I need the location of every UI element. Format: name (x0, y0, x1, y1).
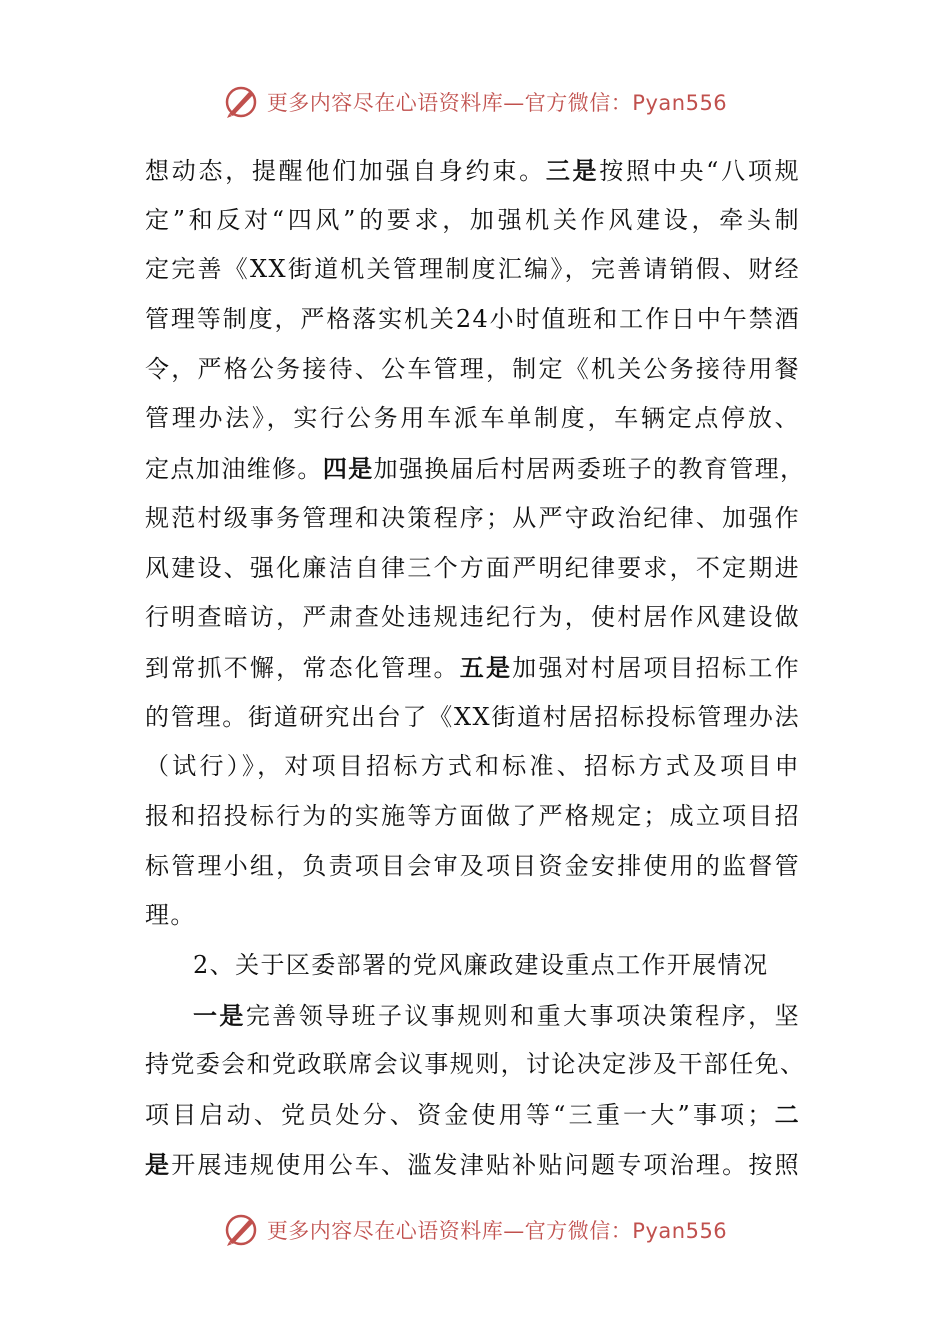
text-line-11: 到常抓不懈，常态化管理。五是加强对村居项目招标工作 (145, 652, 800, 682)
pen-logo-icon (223, 1212, 259, 1248)
text-line-10: 行明查暗访，严肃查处违规违纪行为，使村居作风建设做 (145, 603, 800, 632)
text-line-1: 想动态，提醒他们加强自身约束。三是按照中央“八项规 (145, 156, 800, 185)
document-body (145, 146, 806, 1189)
text-line-15: 标管理小组，负责项目会审及项目资金安排使用的监督管 (145, 851, 800, 880)
text-line-6: 管理办法》，实行公务用车派车单制度，车辆定点停放、 (145, 404, 800, 433)
text-line-20: 项目启动、党员处分、资金使用等“三重一大”事项；二 (145, 1100, 800, 1130)
text-line-14: 报和招投标行为的实施等方面做了严格规定；成立项目招 (145, 801, 800, 830)
emphasis-yi-shi: 一是 (193, 1000, 246, 1030)
footer-banner-text: 更多内容尽在心语资料库—官方微信：Pyan556 (266, 1219, 728, 1243)
text-line-13: （试行）》，对项目招标方式和标准、招标方式及项目申 (145, 752, 800, 781)
text-line-8: 规范村级事务管理和决策程序；从严守政治纪律、加强作 (145, 503, 800, 532)
text-line-4: 管理等制度，严格落实机关24小时值班和工作日中午禁酒 (145, 305, 800, 334)
text-line-9: 风建设、强化廉洁自律三个方面严明纪律要求，不定期进 (145, 553, 800, 582)
section-heading-2: 2、关于区委部署的党风廉政建设重点工作开展情况 (193, 951, 769, 979)
text-line-12: 的管理。街道研究出台了《XX街道村居招标投标管理办法 (145, 702, 800, 731)
emphasis-san-shi: 三是 (545, 156, 600, 185)
emphasis-er: 二 (772, 1100, 800, 1130)
text-line-2: 定”和反对“四风”的要求，加强机关作风建设，牵头制 (145, 205, 800, 234)
text-line-7: 定点加油维修。四是加强换届后村居两委班子的教育管理， (145, 454, 806, 484)
text-line-16: 理。 (145, 901, 196, 930)
text-line-18: 一是完善领导班子议事规则和重大事项决策程序，坚 (193, 1000, 800, 1030)
header-banner-text: 更多内容尽在心语资料库—官方微信：Pyan556 (266, 91, 728, 115)
pen-logo-icon (223, 84, 259, 120)
text-line-5: 令，严格公务接待、公车管理，制定《机关公务接待用餐 (145, 354, 800, 383)
text-line-3: 定完善《XX街道机关管理制度汇编》，完善请销假、财经 (145, 255, 800, 284)
text-line-21: 是开展违规使用公车、滥发津贴补贴问题专项治理。按照 (145, 1149, 800, 1179)
emphasis-shi: 是 (145, 1149, 172, 1179)
header-banner (0, 82, 950, 122)
text-line-19: 持党委会和党政联席会议事规则，讨论决定涉及干部任免、 (145, 1050, 806, 1079)
emphasis-wu-shi: 五是 (459, 652, 513, 682)
footer-banner (0, 1210, 950, 1250)
emphasis-si-shi: 四是 (322, 454, 374, 484)
